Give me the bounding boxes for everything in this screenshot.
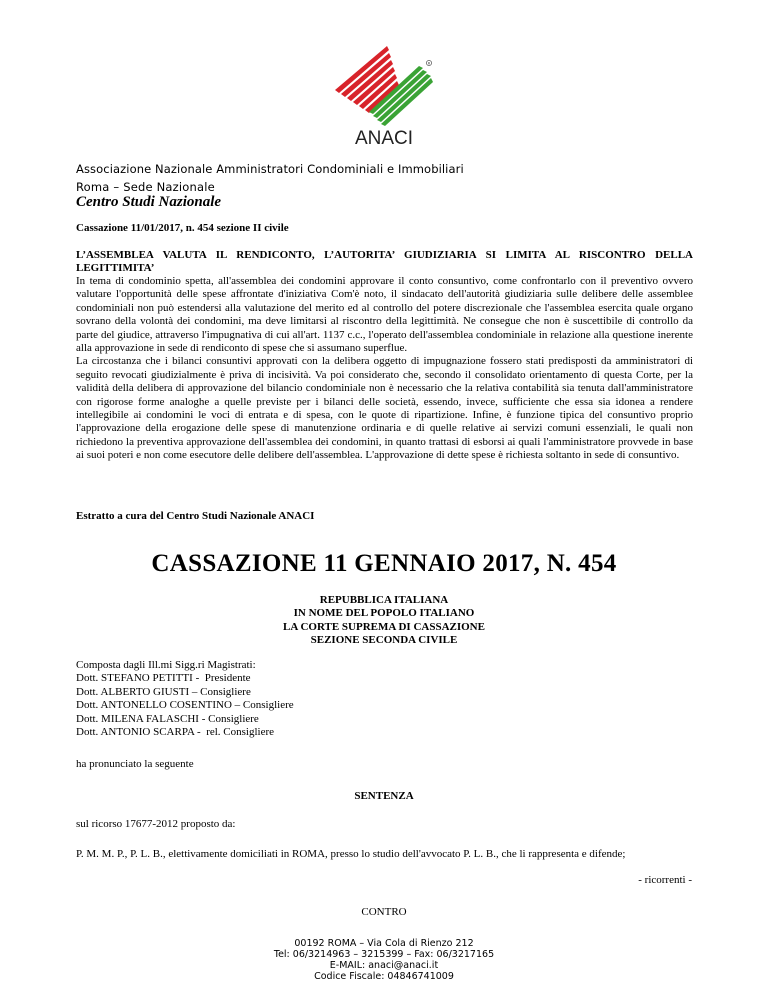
- composition-line: Composta dagli Ill.mi Sigg.ri Magistrati:: [76, 659, 256, 671]
- composition-line: Dott. MILENA FALASCHI - Consigliere: [76, 712, 259, 725]
- sentence-heading: SENTENZA: [354, 790, 414, 802]
- page-footer: [0, 938, 768, 982]
- court-line: LA CORTE SUPREMA DI CASSAZIONE: [283, 620, 485, 633]
- pronounced-line: ha pronunciato la seguente: [76, 758, 194, 770]
- against-label: CONTRO: [361, 906, 407, 918]
- court-header: [0, 594, 768, 648]
- parties-text: P. M. M. P., P. L. B., elettivamente domiciliati in ROMA, presso lo studio dell'avvocato P. L. B., che li rappresenta e difende;: [76, 848, 626, 860]
- court-line: IN NOME DEL POPOLO ITALIANO: [293, 607, 475, 620]
- composition-line: Dott. ANTONELLO COSENTINO – Consigliere: [76, 699, 294, 712]
- association-location: Roma – Sede Nazionale: [76, 180, 215, 194]
- anaci-logo: [323, 38, 445, 148]
- summary-paragraph-1: In tema di condominio spetta, all'assemblea dei condomini approvare il conto consuntivo, come confrontarlo con il preventivo ovvero valutare l'opportunità delle spese affrontate d'iniziativa Com'è noto, il sindacato dell'autorità giudiziaria sulle delibere delle assemblee condominiali non può estendersi alla valutazione del merito ed al controllo del potere discrezionale che l'assemblea esercita quale organo sovrano della volontà dei condomini, ma deve limitarsi al riscontro della legittimità. Ne consegue che non è suscettibile di controllo da parte del giudice, attraverso l'impugnativa di cui all'art. 1137 c.c., l'operato dell'assemblea condominiale in relazione alla questione inerente alla approvazione in sede di rendiconto di spese che si assumano superflue.: [76, 275, 693, 355]
- logo-text: ANACI: [354, 128, 414, 148]
- summary-paragraph-2: La circostanza che i bilanci consuntivi approvati con la delibera oggetto di impugnazione fossero stati predisposti da amministratori di seguito revocati giudizialmente è priva di incisività. Va poi considerato che, secondo il consolidato orientamento di questa Corte, per la validità della delibera di approvazione del bilancio condominiale non è necessario che la relativa contabilità sia tenuta dall'amministratore con rigorose forme analoghe a quelle previste per i bilanci delle società, essendo, invece, sufficiente che essa sia idonea a rendere intellegibile ai condomini le voci di entrata e di spesa, con le quote di ripartizione. Infine, è funzione tipica del consuntivo proprio l'approvazione della erogazione delle spese di manutenzione ordinaria e di quelle relative ai servizi comuni essenziali, le quali non richiedono la preventiva approvazione dell'assemblea dei condomini, in quanto trattasi di esborsi ai quali l'amministratore provvede in base ai suoi poteri e non come esecutore delle delibere dell'assemblea. L'approvazione di dette spese è richiesta soltanto in sede di consuntivo.: [76, 355, 693, 462]
- summary-body: [76, 275, 693, 463]
- composition-line: Dott. ALBERTO GIUSTI – Consigliere: [76, 685, 251, 698]
- svg-text:R: R: [427, 61, 431, 66]
- appeal-line: sul ricorso 17677-2012 proposto da:: [76, 818, 236, 830]
- appellants-label: - ricorrenti -: [638, 874, 692, 886]
- footer-phones: Tel: 06/3214963 – 3215399 – Fax: 06/3217165: [273, 949, 495, 960]
- case-reference: Cassazione 11/01/2017, n. 454 sezione II civile: [76, 222, 289, 234]
- centro-studi-title: Centro Studi Nazionale: [76, 194, 222, 210]
- court-composition: [76, 659, 294, 739]
- decision-title: CASSAZIONE 11 GENNAIO 2017, N. 454: [151, 550, 617, 577]
- footer-address: 00192 ROMA – Via Cola di Rienzo 212: [294, 938, 474, 949]
- footer-email: E-MAIL: anaci@anaci.it: [329, 960, 439, 971]
- composition-line: Dott. ANTONIO SCARPA - rel. Consigliere: [76, 726, 275, 739]
- footer-tax-code: Codice Fiscale: 04846741009: [314, 971, 454, 982]
- court-line: SEZIONE SECONDA CIVILE: [310, 634, 458, 647]
- association-name: Associazione Nazionale Amministratori Condominiali e Immobiliari: [76, 162, 464, 176]
- composition-line: Dott. STEFANO PETITTI - Presidente: [76, 672, 251, 685]
- summary-headline: L’ASSEMBLEA VALUTA IL RENDICONTO, L’AUTORITA’ GIUDIZIARIA SI LIMITA AL RISCONTRO DELLA LEGITTIMITA’: [76, 249, 693, 274]
- extract-credit: Estratto a cura del Centro Studi Nazionale ANACI: [76, 510, 315, 522]
- court-line: REPUBBLICA ITALIANA: [319, 594, 449, 606]
